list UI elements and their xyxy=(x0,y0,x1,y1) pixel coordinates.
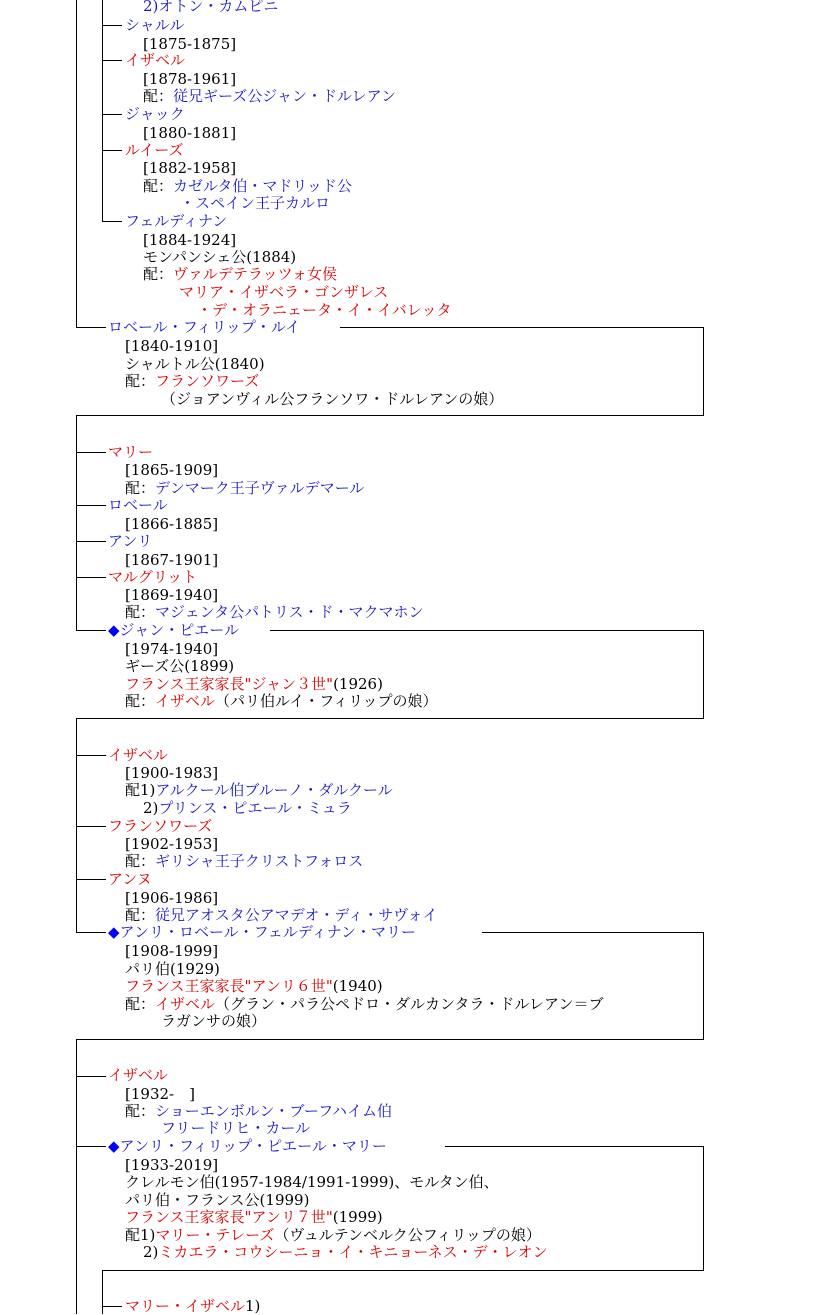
spouse-label: 配： xyxy=(125,372,156,390)
tree-line xyxy=(76,879,106,880)
head-year: (1940) xyxy=(332,977,383,995)
tree-line xyxy=(76,718,704,719)
diamond-icon: ◆ xyxy=(108,923,120,941)
spouse-line xyxy=(125,692,437,710)
person-francoise[interactable]: フランソワーズ xyxy=(108,817,213,835)
person-robert-2[interactable]: ロベール xyxy=(108,496,168,514)
head-year: (1926) xyxy=(333,675,383,693)
person-dates: [1906-1986] xyxy=(125,889,219,907)
tree-line xyxy=(76,826,106,827)
spouse-name[interactable]: アルクール伯ブルーノ・ダルクール xyxy=(155,781,393,799)
person-dates: [1932- ] xyxy=(125,1085,195,1103)
person-dates: [1933-2019] xyxy=(125,1156,219,1174)
spouse-label: 配： xyxy=(143,87,174,105)
person-isabelle-3[interactable]: イザベル xyxy=(108,746,169,764)
tree-line xyxy=(76,755,106,756)
tree-line xyxy=(102,25,122,26)
person-title: ギーズ公(1899) xyxy=(125,657,235,675)
tree-line xyxy=(76,327,106,328)
spouse-name[interactable]: カゼルタ伯・マドリッド公 xyxy=(173,177,352,195)
tree-line xyxy=(102,0,103,221)
tree-line xyxy=(76,932,106,933)
person-dates: [1875-1875] xyxy=(143,35,237,53)
tree-line xyxy=(102,114,122,115)
person-henri6-line xyxy=(108,923,416,941)
spouse-label: 配： xyxy=(125,692,156,710)
spouse-name[interactable]: イザベル xyxy=(155,995,216,1013)
person-dates: [1880-1881] xyxy=(143,124,237,142)
tree-line xyxy=(102,150,122,151)
tree-line xyxy=(102,1306,122,1307)
tree-line xyxy=(102,1270,103,1314)
head-line xyxy=(125,675,383,693)
person-jean[interactable]: ジャン・ピエール xyxy=(119,621,239,639)
spouse-name[interactable]: ミカエラ・コウシーニョ・イ・キニョーネス・デ・レオン xyxy=(158,1243,548,1261)
spouse-label: 配1) xyxy=(125,781,156,799)
person-dates: [1882-1958] xyxy=(143,159,237,177)
tree-line xyxy=(76,0,77,328)
spouse-label: 配： xyxy=(125,906,156,924)
spouse-line xyxy=(125,479,364,497)
spouse-line xyxy=(125,781,393,799)
spouse-line xyxy=(125,906,438,924)
person-dates: [1974-1940] xyxy=(125,640,219,658)
tree-line xyxy=(76,505,106,506)
person-title: モンパンシェ公(1884) xyxy=(143,248,297,266)
spouse-name[interactable]: フランソワーズ xyxy=(155,372,260,390)
person-louise[interactable]: ルイーズ xyxy=(125,141,184,159)
spouse-name-cont[interactable]: ・デ・オラニェータ・イ・イバレッタ xyxy=(197,301,452,319)
spouse-name[interactable]: ギリシャ王子クリストフォロス xyxy=(155,852,364,870)
tree-line xyxy=(76,577,106,578)
person-dates: [1902-1953] xyxy=(125,835,219,853)
spouse-label: 配： xyxy=(143,265,174,283)
tree-line xyxy=(76,1146,106,1147)
person-dates: [1866-1885] xyxy=(125,515,219,533)
spouse-label: 配： xyxy=(143,177,174,195)
person-title: パリ伯(1929) xyxy=(125,960,220,978)
spouse-line xyxy=(125,1226,541,1244)
spouse-line xyxy=(143,177,352,195)
spouse-line xyxy=(125,372,259,390)
head-line xyxy=(125,1208,383,1226)
spouse-line xyxy=(143,1243,548,1261)
person-dates: [1878-1961] xyxy=(143,70,237,88)
spouse-note: （ジョアンヴィル公フランソワ・ドルレアンの娘） xyxy=(161,390,504,408)
bracket-box xyxy=(482,932,704,1040)
person-dates: [1867-1901] xyxy=(125,551,219,569)
spouse-line xyxy=(143,265,337,283)
spouse-line xyxy=(143,799,352,817)
spouse-label: 配： xyxy=(125,1102,156,1120)
person-isabelle[interactable]: イザベル xyxy=(125,51,186,69)
spouse-name[interactable]: プリンス・ピエール・ミュラ xyxy=(158,799,352,817)
head-year: (1999) xyxy=(332,1208,383,1226)
person-dates: [1840-1910] xyxy=(125,337,219,355)
person-title: パリ伯・フランス公(1999) xyxy=(125,1191,310,1209)
spouse-name-cont[interactable]: マリア・イザベラ・ゴンザレス xyxy=(179,283,389,301)
person-marie[interactable]: マリー xyxy=(108,443,154,461)
person-henri7-line xyxy=(108,1137,387,1155)
person-jacques[interactable]: ジャック xyxy=(125,105,185,123)
spouse-name[interactable]: ヴァルデテラッツォ女侯 xyxy=(173,265,337,283)
spouse-label: 配： xyxy=(125,603,156,621)
spouse-line xyxy=(125,603,424,621)
tree-line xyxy=(76,452,106,453)
spouse-line xyxy=(125,1102,392,1120)
spouse-note: （ヴュルテンベルク公フィリップの娘） xyxy=(274,1226,541,1244)
person-charles[interactable]: シャルル xyxy=(125,16,185,34)
tree-line xyxy=(76,1039,704,1040)
person-spouse[interactable]: 2)オトン・カムピニ xyxy=(143,0,279,15)
tree-line xyxy=(102,221,122,222)
person-ferdinand[interactable]: フェルディナン xyxy=(125,212,228,230)
spouse-name[interactable]: イザベル xyxy=(155,692,216,710)
person-dates: [1900-1983] xyxy=(125,764,219,782)
spouse-name-cont[interactable]: フリードリヒ・カール xyxy=(161,1119,311,1137)
spouse-name[interactable]: 従兄アオスタ公アマデオ・ディ・サヴォイ xyxy=(155,906,438,924)
spouse-note-cont: ラガンサの娘） xyxy=(161,1012,267,1030)
diamond-icon: ◆ xyxy=(108,621,120,639)
person-dates: [1908-1999] xyxy=(125,942,219,960)
person-jean-line xyxy=(108,621,239,639)
spouse-label: 配： xyxy=(125,852,156,870)
person-henri[interactable]: アンリ xyxy=(108,532,153,550)
spouse-name[interactable]: デンマーク王子ヴァルデマール xyxy=(155,479,365,497)
tree-line xyxy=(102,1270,704,1271)
person-robert[interactable]: ロベール・フィリップ・ルイ xyxy=(108,318,301,336)
head-of-house: フランス王家家長"アンリ７世" xyxy=(125,1208,333,1226)
spouse-label: 配： xyxy=(125,995,156,1013)
spouse-label: 配1) xyxy=(125,1226,156,1244)
spouse-line xyxy=(125,995,603,1013)
tree-line xyxy=(76,630,106,631)
person-title: シャルトル公(1840) xyxy=(125,355,265,373)
head-of-house: フランス王家家長"ジャン３世" xyxy=(125,675,334,693)
tree-line xyxy=(76,541,106,542)
spouse-note: （パリ伯ルイ・フィリップの娘） xyxy=(215,692,438,710)
tree-line xyxy=(76,415,77,631)
person-marie-isabelle-line xyxy=(125,1297,260,1315)
head-of-house: フランス王家家長"アンリ６世" xyxy=(125,977,333,995)
person-dates: [1865-1909] xyxy=(125,461,219,479)
person-marguerite[interactable]: マルグリット xyxy=(108,568,198,586)
spouse-name[interactable]: ショーエンボルン・ブーフハイム伯 xyxy=(155,1102,392,1120)
person-henri7[interactable]: アンリ・フィリップ・ピエール・マリー xyxy=(119,1137,387,1155)
spouse-label: 2) xyxy=(143,1243,159,1261)
tree-line xyxy=(76,1039,77,1314)
spouse-name[interactable]: マリー・テレーズ xyxy=(155,1226,275,1244)
person-isabelle-4[interactable]: イザベル xyxy=(108,1066,169,1084)
head-line xyxy=(125,977,383,995)
person-dates: [1869-1940] xyxy=(125,586,219,604)
person-title: クレルモン伯(1957-1984/1991-1999)、モルタン伯、 xyxy=(125,1173,499,1191)
spouse-line xyxy=(143,87,396,105)
spouse-line xyxy=(125,852,363,870)
tree-line xyxy=(76,1076,106,1077)
person-marie-isabelle[interactable]: マリー・イザベル xyxy=(125,1297,246,1315)
person-henri6[interactable]: アンリ・ロベール・フェルディナン・マリー xyxy=(119,923,416,941)
tree-line xyxy=(76,415,704,416)
spouse-name[interactable]: 従兄ギーズ公ジャン・ドルレアン xyxy=(173,87,396,105)
person-dates: [1884-1924] xyxy=(143,231,237,249)
spouse-name[interactable]: マジェンタ公パトリス・ド・マクマホン xyxy=(155,603,424,621)
spouse-label: 2) xyxy=(143,799,159,817)
tree-line xyxy=(102,60,122,61)
person-note: 1) xyxy=(245,1297,261,1315)
spouse-label: 配： xyxy=(125,479,156,497)
spouse-note: （グラン・パラ公ペドロ・ダルカンタラ・ドルレアン＝ブ xyxy=(215,995,604,1013)
diamond-icon: ◆ xyxy=(108,1137,120,1155)
person-anne[interactable]: アンヌ xyxy=(108,870,152,888)
spouse-name-cont[interactable]: ・スペイン王子カルロ xyxy=(180,194,331,212)
